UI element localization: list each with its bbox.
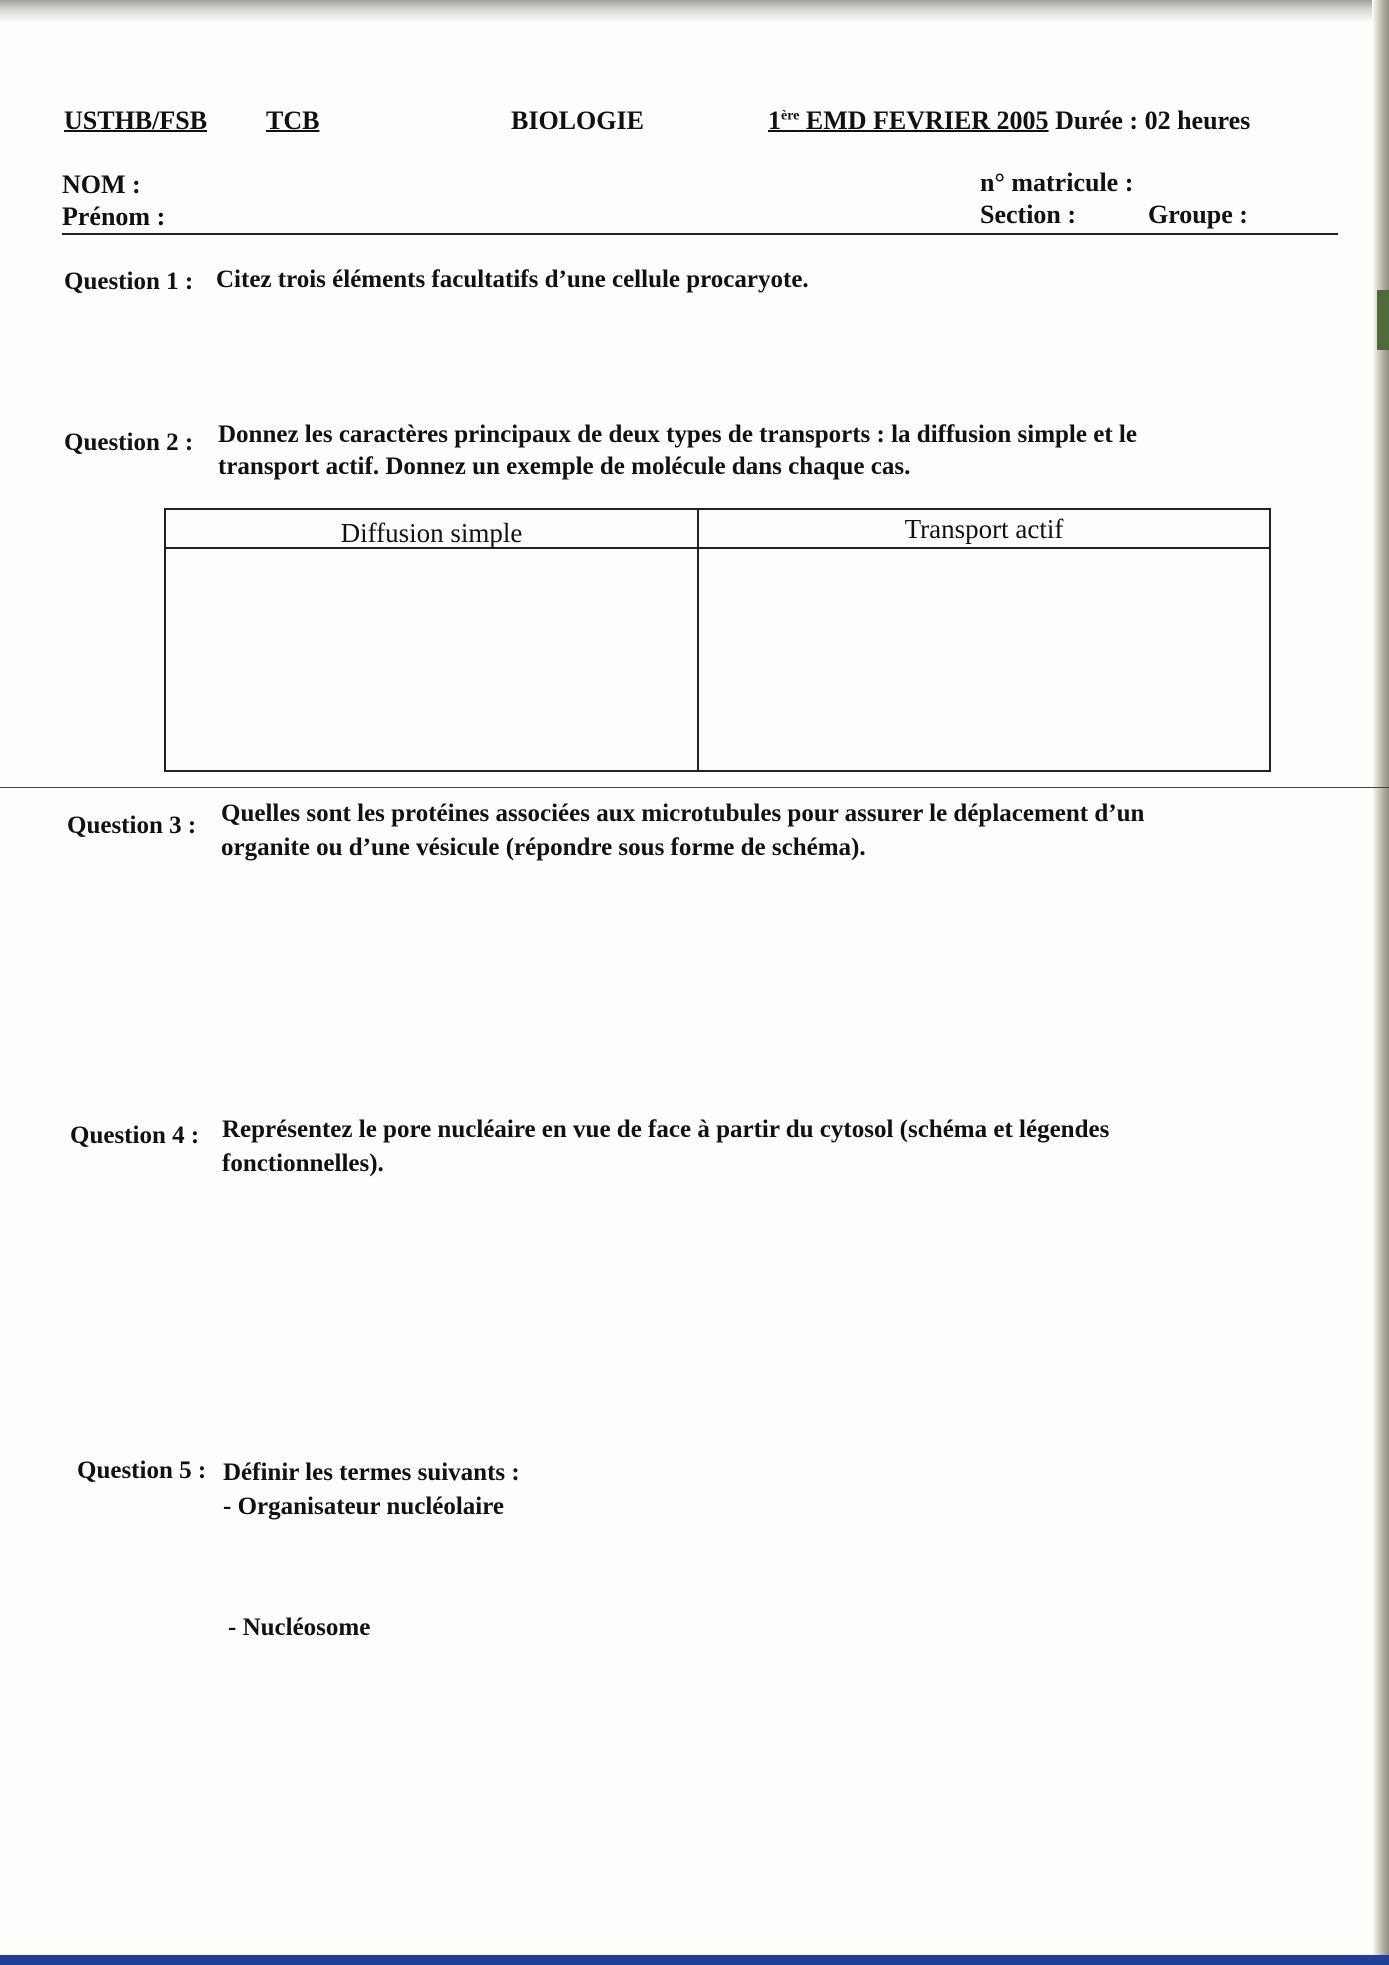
question-4-label: Question 4 : <box>70 1122 200 1149</box>
question-2-text-line-1: Donnez les caractères principaux de deux types de transports : la diffusion simple et le <box>218 421 1137 448</box>
table-header-transport-actif: Transport actif <box>904 514 1064 544</box>
transport-table <box>164 508 1271 772</box>
question-5-text-line-1: Définir les termes suivants : <box>223 1459 520 1486</box>
question-2-label: Question 2 : <box>64 429 194 456</box>
table-cell-transport-actif[interactable] <box>703 550 1265 766</box>
exam-title <box>768 106 1250 136</box>
question-2-text-line-2: transport actif. Donnez un exemple de molécule dans chaque cas. <box>218 453 911 480</box>
table-column-divider <box>697 510 699 770</box>
exam-duration: Durée : 02 heures <box>1055 106 1251 135</box>
section-label: Section : <box>980 200 1077 229</box>
exam-name: EMD FEVRIER 2005 <box>805 106 1049 135</box>
question-2 <box>64 419 1334 489</box>
groupe-label: Groupe : <box>1148 200 1248 229</box>
nom-label: NOM : <box>62 170 141 199</box>
question-5-term-nucleosome: - Nucléosome <box>228 1614 371 1641</box>
header-divider <box>62 233 1338 235</box>
table-cell-diffusion-simple[interactable] <box>170 554 693 766</box>
question-3-text-line-1: Quelles sont les protéines associées aux microtubules pour assurer le déplacement d’un <box>221 800 1145 827</box>
scan-background-artifact <box>1377 290 1389 350</box>
question-1-text: Citez trois éléments facultatifs d’une cellule procaryote. <box>216 266 809 293</box>
institution-label: USTHB/FSB <box>64 106 208 135</box>
question-4-text-line-1: Représentez le pore nucléaire en vue de face à partir du cytosol (schéma et légendes <box>222 1116 1110 1143</box>
question-1-label: Question 1 : <box>64 268 194 295</box>
question-3 <box>67 798 1337 868</box>
question-4-text-line-2: fonctionnelles). <box>222 1150 384 1177</box>
scan-bottom-edge <box>0 1955 1389 1965</box>
question-5-term-organisateur: - Organisateur nucléolaire <box>223 1493 504 1520</box>
question-5 <box>77 1455 1077 1655</box>
question-3-text-line-2: organite ou d’une vésicule (répondre sous forme de schéma). <box>221 834 866 861</box>
scan-top-edge <box>0 0 1389 22</box>
question-4 <box>70 1114 1340 1184</box>
exam-ordinal: 1 <box>768 106 781 135</box>
question-1 <box>64 264 1314 304</box>
matricule-label: n° matricule : <box>980 168 1134 197</box>
exam-ordinal-suffix: ère <box>781 108 800 124</box>
subject-title: BIOLOGIE <box>511 106 644 135</box>
table-header-diffusion-simple: Diffusion simple <box>340 518 523 548</box>
level-label: TCB <box>266 106 320 135</box>
question-5-label: Question 5 : <box>77 1457 207 1484</box>
page-fold-line <box>0 787 1389 788</box>
question-3-label: Question 3 : <box>67 812 197 839</box>
prenom-label: Prénom : <box>62 202 166 231</box>
